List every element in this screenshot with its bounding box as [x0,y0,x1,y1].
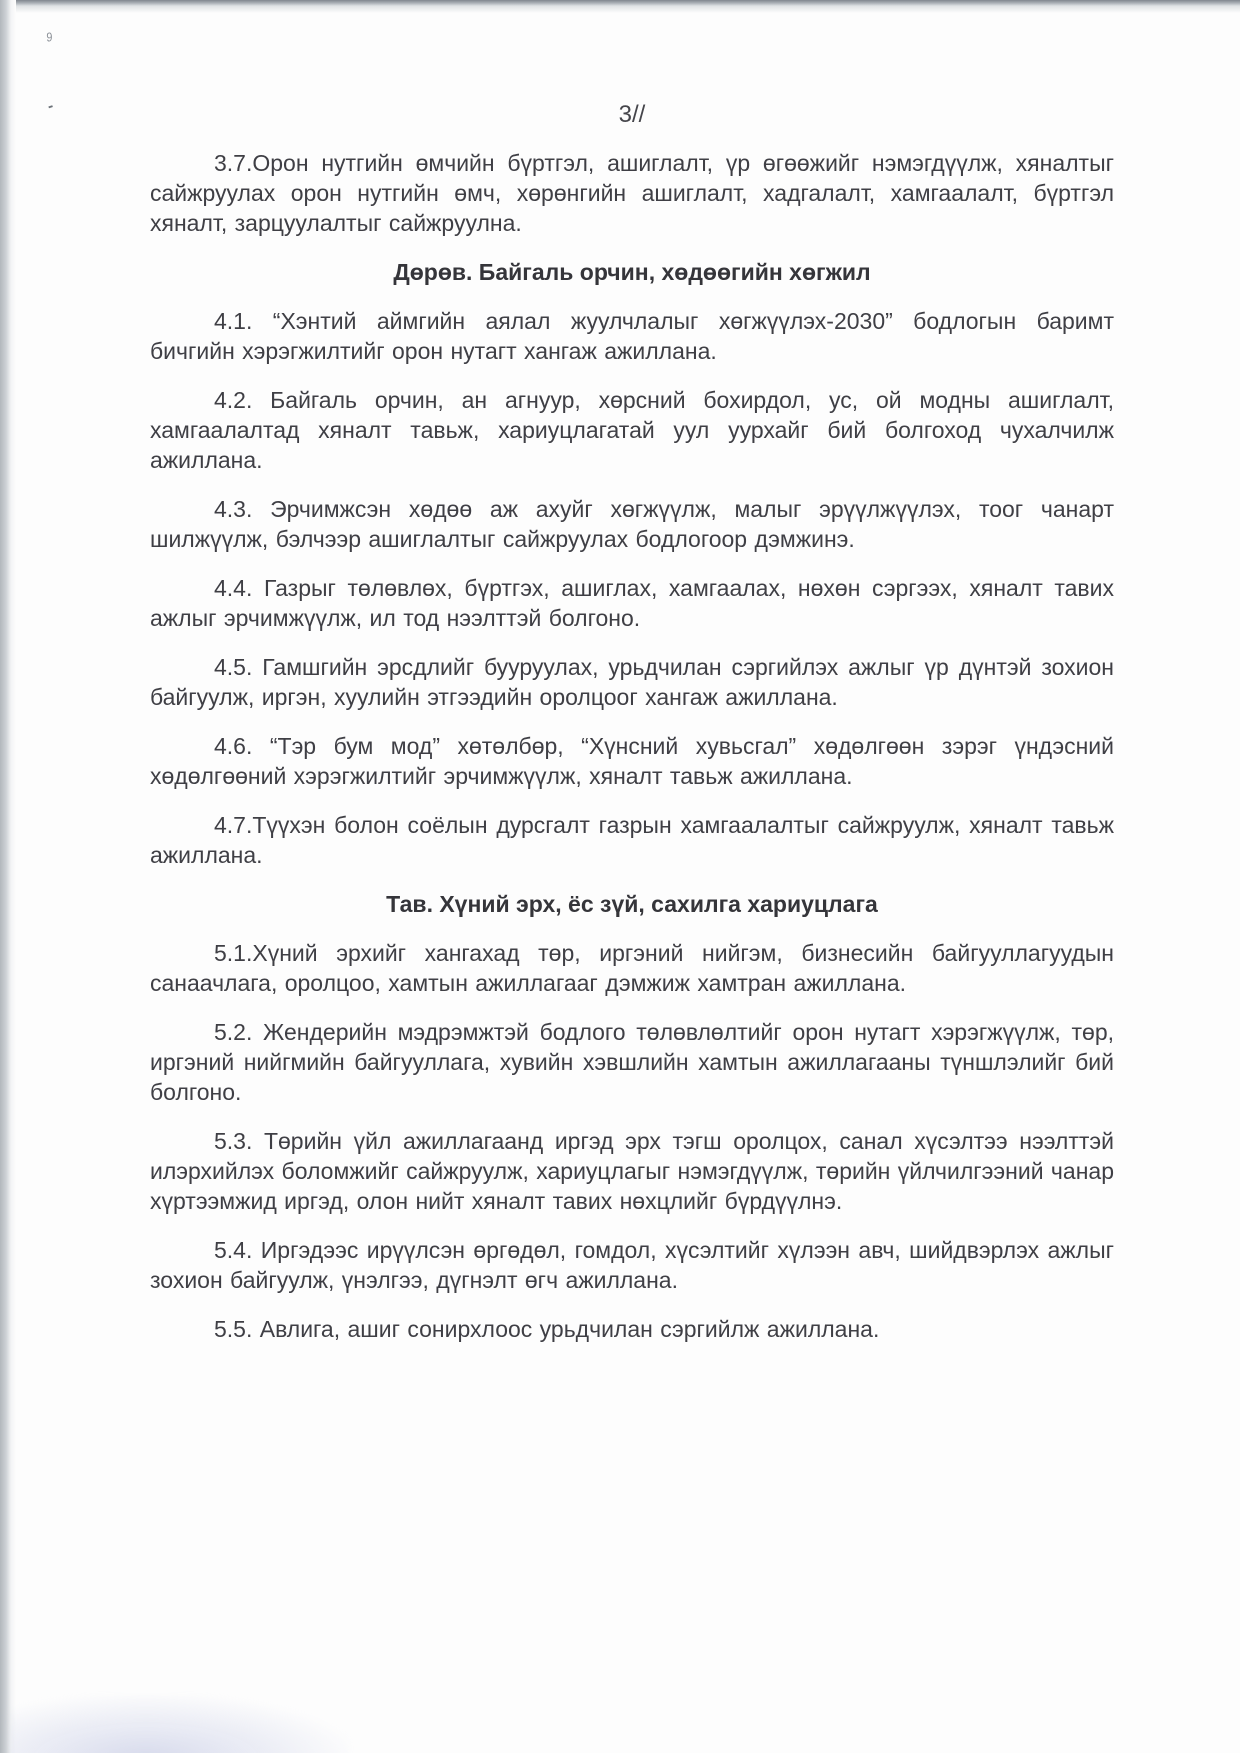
scan-edge-top [0,0,1240,14]
paragraph-5-4: 5.4. Иргэдээс ирүүлсэн өргөдөл, гомдол, хүсэлтийг хүлээн авч, шийдвэрлэх ажлыг зохион байгуулж, үнэлгээ, дүгнэлт өгч ажиллана. [150,1237,1114,1293]
paragraph-4-3: 4.3. Эрчимжсэн хөдөө аж ахуйг хөгжүүлж, малыг эрүүлжүүлэх, тоог чанарт шилжүүлж, бэлчээр ашиглалтыг сайжруулах бодлогоор дэмжинэ. [150,496,1114,552]
document-body [150,100,1114,1363]
scan-edge-left [0,0,16,1753]
paragraph-4-2: 4.2. Байгаль орчин, ан агнуур, хөрсний бохирдол, ус, ой модны ашиглалт, хамгаалалтад хяналт тавьж, хариуцлагатай уул уурхайг бий болгоход чухалчилж ажиллана. [150,387,1114,473]
paragraph-5-1: 5.1.Хүний эрхийг хангахад төр, иргэний нийгэм, бизнесийн байгууллагуудын санаачлага, оролцоо, хамтын ажиллагааг дэмжиж хамтран ажиллана. [150,940,1114,996]
scan-artifact-corner-mark: 9 [46,29,53,45]
page-number: 3// [618,101,646,128]
paragraph-4-6: 4.6. “Тэр бум мод” хөтөлбөр, “Хүнсний хувьсгал” хөдөлгөөн зэрэг үндэсний хөдөлгөөний хэрэгжилтийг эрчимжүүлж, хяналт тавьж ажиллана. [150,733,1114,789]
section-heading-five: Тав. Хүний эрх, ёс зүй, сахилга хариуцлага [386,891,878,917]
paragraph-5-2: 5.2. Жендерийн мэдрэмжтэй бодлого төлөвлөлтийг орон нутагт хэрэгжүүлж, төр, иргэний нийгмийн байгууллага, хувийн хэвшлийн хамтын ажиллагааны түншлэлийг бий болгоно. [150,1019,1114,1105]
paragraph-4-7: 4.7.Түүхэн болон соёлын дурсгалт газрын хамгаалалтыг сайжруулж, хяналт тавьж ажиллана. [150,812,1114,868]
scan-artifact-left-dash: - [45,97,55,116]
scan-artifact-smudge [10,1695,350,1753]
paragraph-5-3: 5.3. Төрийн үйл ажиллагаанд иргэд эрх тэгш оролцох, санал хүсэлтээ нээлттэй илэрхийлэх боломжийг сайжруулж, хариуцлагыг нэмэгдүүлж, төрийн үйлчилгээний чанар хүртээмжид иргэд, олон нийт хяналт тавих нөхцлийг бүрдүүлнэ. [150,1128,1114,1214]
paragraph-4-5: 4.5. Гамшгийн эрсдлийг бууруулах, урьдчилан сэргийлэх ажлыг үр дүнтэй зохион байгуулж, иргэн, хуулийн этгээдийн оролцоог хангаж ажиллана. [150,654,1114,710]
paragraph-3-7: 3.7.Орон нутгийн өмчийн бүртгэл, ашиглалт, үр өгөөжийг нэмэгдүүлж, хяналтыг сайжруулах орон нутгийн өмч, хөрөнгийн ашиглалт, хадгалалт, хамгаалалт, бүртгэл хяналт, зарцуулалтыг сайжруулна. [150,150,1114,236]
paragraph-5-5: 5.5. Авлига, ашиг сонирхлоос урьдчилан сэргийлж ажиллана. [214,1316,880,1342]
section-heading-four: Дөрөв. Байгаль орчин, хөдөөгийн хөгжил [393,259,871,285]
paragraph-4-4: 4.4. Газрыг төлөвлөх, бүртгэх, ашиглах, хамгаалах, нөхөн сэргээх, хяналт тавих ажлыг эрчимжүүлж, ил тод нээлттэй болгоно. [150,575,1114,631]
paragraph-4-1: 4.1. “Хэнтий аймгийн аялал жуулчлалыг хөгжүүлэх-2030” бодлогын баримт бичгийн хэрэгжилтийг орон нутагт хангаж ажиллана. [150,308,1114,364]
